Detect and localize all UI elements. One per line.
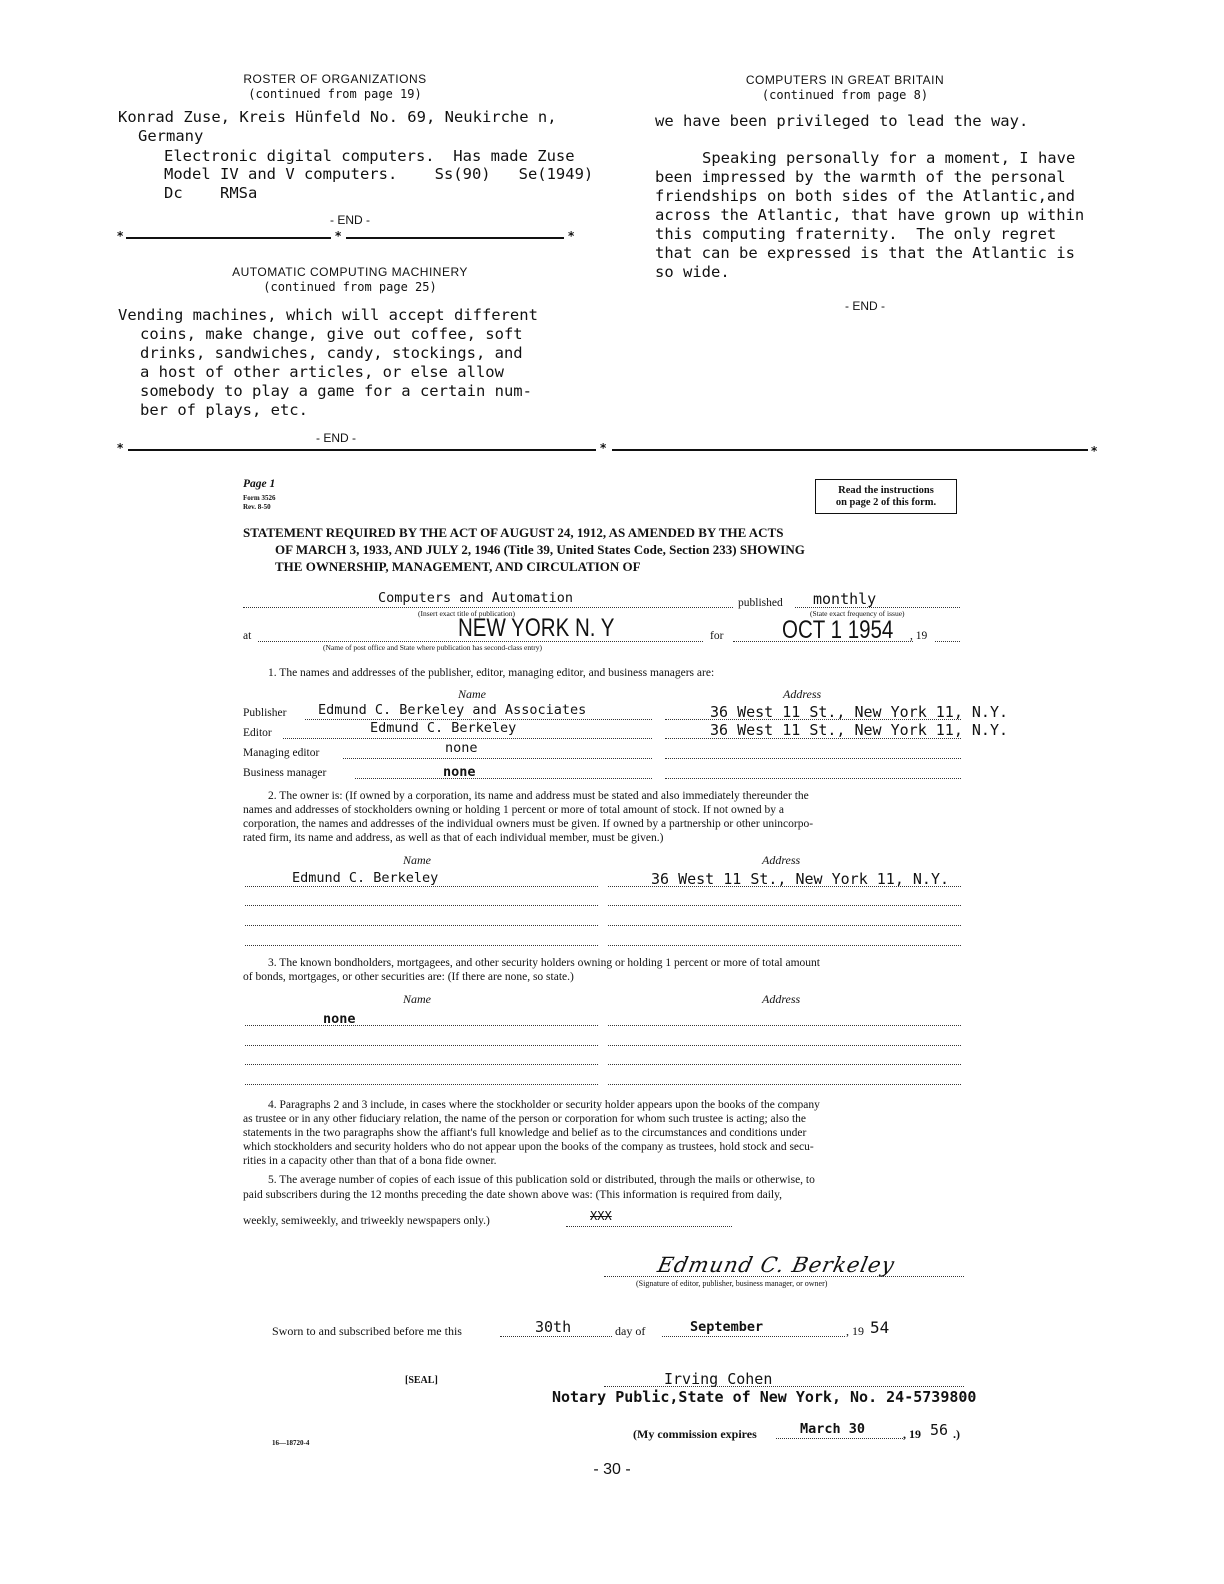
- bond-address-line: [608, 1025, 961, 1026]
- acm-line1: Vending machines, which will accept different: [118, 306, 538, 324]
- gb-continued: (continued from page 8): [761, 88, 929, 102]
- sworn-day-line: [500, 1336, 612, 1337]
- gb-line1: we have been privileged to lead the way.: [655, 112, 1029, 130]
- divider-rule: [128, 449, 596, 451]
- divider-rule: [346, 237, 564, 239]
- gb-p2-4: across the Atlantic, that have grown up within: [655, 206, 1085, 224]
- form-number: Form 3526: [243, 494, 276, 502]
- blank-line: [245, 1064, 598, 1065]
- commission-label: (My commission expires: [633, 1427, 757, 1441]
- title-line: [243, 607, 733, 608]
- acm-line3: drinks, sandwiches, candy, stockings, and: [140, 344, 523, 362]
- blank-line: [608, 925, 961, 926]
- blank-line: [245, 945, 598, 946]
- divider-star: *: [117, 441, 124, 455]
- business-name-line: [355, 778, 652, 779]
- roster-continued: (continued from page 19): [248, 87, 422, 101]
- gb-heading: COMPUTERS IN GREAT BRITAIN: [745, 73, 945, 87]
- managing-editor-label: Managing editor: [243, 747, 320, 759]
- address-column-head: Address: [783, 687, 822, 701]
- managing-name-line: [343, 758, 652, 759]
- acm-end: - END -: [316, 431, 356, 445]
- frequency-value: monthly: [813, 590, 877, 608]
- item4-line3: statements in the two paragraphs show the affiant's full knowledge and belief as to the circumstances and conditions under: [243, 1127, 807, 1139]
- sworn-day: 30th: [535, 1318, 572, 1336]
- item3-line1: 3. The known bondholders, mortgagees, and other security holders owning or holding 1 percent or more of total amount: [268, 957, 820, 969]
- title-hint: (Insert exact title of publication): [418, 609, 516, 618]
- bond-name-head: Name: [403, 992, 431, 1006]
- publisher-name: Edmund C. Berkeley and Associates: [318, 702, 587, 718]
- editor-address: 36 West 11 St., New York 11, N.Y.: [710, 721, 1009, 739]
- owner-name-head: Name: [403, 853, 431, 867]
- roster-body2: Model IV and V computers. Ss(90) Se(1949): [164, 165, 594, 183]
- gb-p2-2: been impressed by the warmth of the personal: [655, 168, 1066, 186]
- signature-line: [604, 1276, 964, 1277]
- gb-p2-6: that can be expressed is that the Atlantic is: [655, 244, 1075, 262]
- blank-line: [245, 1084, 598, 1085]
- acm-line5: somebody to play a game for a certain num-: [140, 382, 532, 400]
- editor-name: Edmund C. Berkeley: [370, 720, 517, 736]
- blank-line: [608, 1084, 961, 1085]
- item4-line1: 4. Paragraphs 2 and 3 include, in cases where the stockholder or security holder appears upon the books of the company: [268, 1099, 820, 1111]
- bond-address-head: Address: [762, 992, 801, 1006]
- item5-line2: paid subscribers during the 12 months preceding the date shown above was: (This information is required from daily,: [243, 1189, 782, 1201]
- place-hint: (Name of post office and State where publication has second-class entry): [323, 643, 542, 652]
- divider-star: *: [568, 229, 575, 243]
- form-title-line3: THE OWNERSHIP, MANAGEMENT, AND CIRCULATION OF: [275, 559, 641, 574]
- seal-label: [SEAL]: [405, 1375, 438, 1386]
- bond-name-line: [245, 1025, 598, 1026]
- gb-p2-5: this computing fraternity. The only regret: [655, 225, 1057, 243]
- item5-line1: 5. The average number of copies of each issue of this publication sold or distributed, through the mails or otherwise, to: [268, 1174, 815, 1186]
- editor-label: Editor: [243, 727, 272, 739]
- sworn-month-line: [662, 1336, 845, 1337]
- page-number: - 30 -: [593, 1461, 631, 1478]
- notary-line: [604, 1386, 964, 1387]
- bond-name: none: [323, 1011, 356, 1027]
- item4-line5: rities in a capacity other than that of a bona fide owner.: [243, 1155, 497, 1167]
- blank-line: [608, 945, 961, 946]
- name-column-head: Name: [458, 687, 486, 701]
- publication-title: Computers and Automation: [378, 590, 574, 606]
- blank-line: [245, 1045, 598, 1046]
- roster-heading: ROSTER OF ORGANIZATIONS: [243, 72, 427, 86]
- business-address-line: [665, 778, 961, 779]
- roster-body3: Dc RMSa: [164, 184, 258, 202]
- roster-body1: Electronic digital computers. Has made Zuse: [164, 147, 575, 165]
- blank-line: [608, 1064, 961, 1065]
- frequency-hint: (State exact frequency of issue): [810, 609, 905, 618]
- blank-line: [245, 905, 598, 906]
- divider-rule: [612, 449, 1088, 451]
- sworn-month: September: [690, 1319, 764, 1335]
- divider-star: *: [600, 441, 607, 455]
- business-manager-label: Business manager: [243, 767, 327, 779]
- gb-p2-7: so wide.: [655, 263, 730, 281]
- gb-end: - END -: [845, 299, 885, 313]
- instructions-line2: on page 2 of this form.: [835, 497, 937, 508]
- item4-line2: as trustee or in any other fiduciary relation, the name of the person or corporation for whom such trustee is acting; also the: [243, 1113, 807, 1125]
- published-label: published: [738, 597, 783, 609]
- blank-line: [245, 925, 598, 926]
- business-manager-name: none: [443, 764, 476, 780]
- instructions-line1: Read the instructions: [838, 485, 934, 496]
- print-code: 16—18720-4: [272, 1439, 310, 1447]
- acm-line6: ber of plays, etc.: [140, 401, 308, 419]
- acm-line4: a host of other articles, or else allow: [140, 363, 504, 381]
- instructions-box: [815, 479, 957, 514]
- year-prefix: , 19: [846, 1324, 864, 1338]
- blank-line: [608, 905, 961, 906]
- date-stamp: OCT 1 1954: [782, 616, 894, 644]
- signature-hint: (Signature of editor, publisher, business manager, or owner): [636, 1279, 828, 1288]
- editor-name-line: [283, 738, 652, 739]
- owner-address: 36 West 11 St., New York 11, N.Y.: [651, 870, 950, 888]
- divider-star: *: [335, 229, 342, 243]
- form-page-label: Page 1: [243, 478, 276, 490]
- commission-year: 56: [930, 1421, 949, 1439]
- day-of-label: day of: [615, 1324, 646, 1338]
- publisher-label: Publisher: [243, 707, 287, 719]
- item5-line3: weekly, semiweekly, and triweekly newspapers only.): [243, 1215, 490, 1227]
- sworn-label: Sworn to and subscribed before me this: [272, 1324, 462, 1338]
- item2-line3: corporation, the names and addresses of the individual owners must be given. If owned by a partnership or other unincorpo-: [243, 818, 814, 830]
- divider-star: *: [117, 229, 124, 243]
- acm-heading: AUTOMATIC COMPUTING MACHINERY: [232, 265, 468, 279]
- commission-year-prefix: , 19: [903, 1427, 921, 1441]
- item2-line1: 2. The owner is: (If owned by a corporation, its name and address must be stated and also immediately thereunder the: [268, 790, 809, 802]
- item4-line4: which stockholders and security holders who do not appear upon the books of the company as trustees, hold stock and secu-: [243, 1141, 814, 1153]
- year-suffix: , 19: [910, 630, 928, 642]
- roster-end: - END -: [330, 213, 370, 227]
- gb-p2-3: friendships on both sides of the Atlantic,and: [655, 187, 1075, 205]
- commission-close: .): [953, 1427, 960, 1441]
- form-title-line2: OF MARCH 3, 1933, AND JULY 2, 1946 (Title 39, United States Code, Section 233) SHOWING: [275, 542, 805, 557]
- year-line: [935, 641, 960, 642]
- roster-line1: Konrad Zuse, Kreis Hünfeld No. 69, Neukirche n,: [118, 108, 557, 126]
- divider-rule: [126, 237, 331, 239]
- commission-line: [776, 1438, 903, 1439]
- form-title-line1: STATEMENT REQUIRED BY THE ACT OF AUGUST 24, 1912, AS AMENDED BY THE ACTS: [243, 525, 784, 540]
- managing-address-line: [665, 758, 961, 759]
- item3-line2: of bonds, mortgages, or other securities are: (If there are none, so state.): [243, 971, 574, 983]
- at-label: at: [243, 630, 252, 642]
- divider-star: *: [1091, 444, 1098, 458]
- item2-line2: names and addresses of stockholders owning or holding 1 percent or more of total amount of stock. If not owned by a: [243, 804, 785, 816]
- form-revision: Rev. 8-50: [243, 503, 271, 511]
- managing-editor-name: none: [445, 740, 478, 756]
- notary-name: Irving Cohen: [664, 1370, 773, 1388]
- owner-name-line: [245, 886, 598, 887]
- item1-text: 1. The names and addresses of the publisher, editor, managing editor, and business managers are:: [268, 667, 715, 679]
- circulation-line: [566, 1226, 732, 1227]
- item2-line4: rated firm, its name and address, as well as that of each individual member, must be given.): [243, 832, 664, 844]
- editor-signature: Edmund C. Berkeley: [655, 1253, 898, 1277]
- acm-line2: coins, make change, give out coffee, soft: [140, 325, 523, 343]
- for-label: for: [710, 630, 724, 642]
- roster-line2: Germany: [138, 127, 204, 145]
- commission-date: March 30: [800, 1421, 866, 1437]
- place-stamp: NEW YORK N. Y: [458, 614, 615, 642]
- circulation-value: XXX: [590, 1209, 612, 1223]
- sworn-year: 54: [870, 1318, 890, 1337]
- notary-line-text: Notary Public,State of New York, No. 24-5739800: [552, 1388, 977, 1406]
- owner-name: Edmund C. Berkeley: [292, 870, 439, 886]
- publisher-address: 36 West 11 St., New York 11, N.Y.: [710, 703, 1009, 721]
- blank-line: [608, 1045, 961, 1046]
- owner-address-head: Address: [762, 853, 801, 867]
- gb-p2-1: Speaking personally for a moment, I have: [702, 149, 1076, 167]
- acm-continued: (continued from page 25): [263, 280, 437, 294]
